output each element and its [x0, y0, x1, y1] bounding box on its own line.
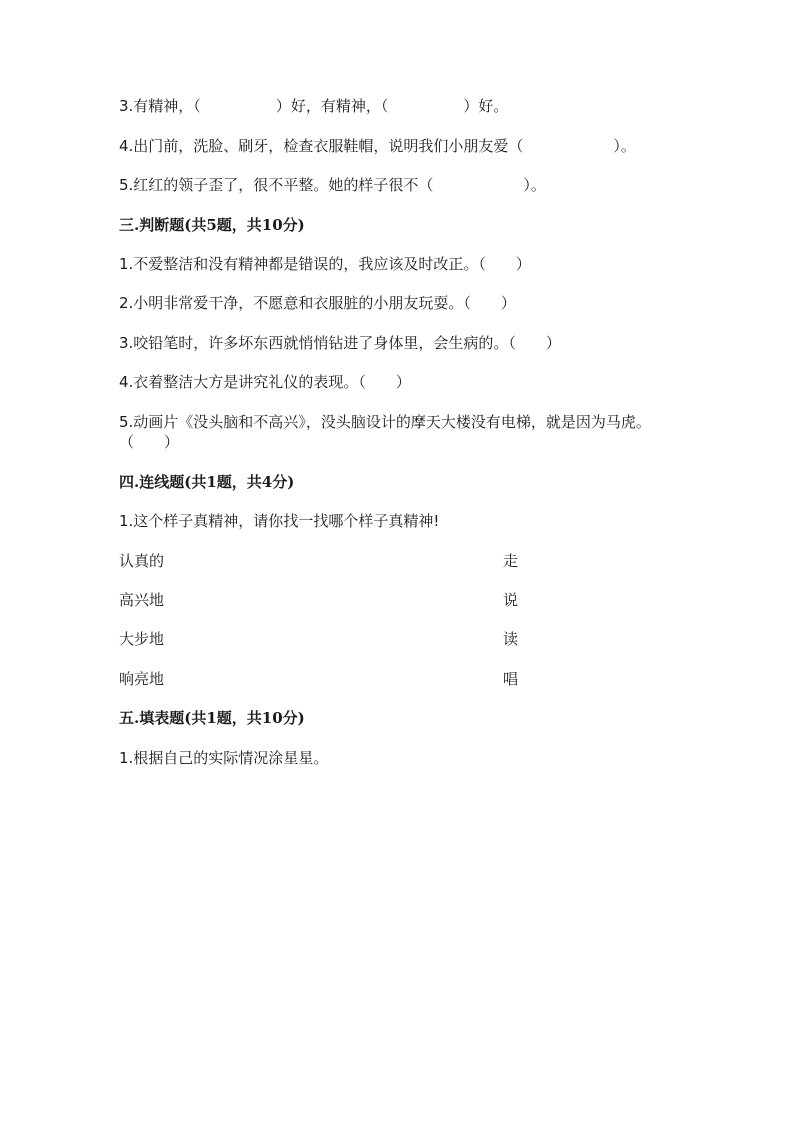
- fill-blank-question-4: 4.出门前，洗脸、刷牙，检查衣服鞋帽，说明我们小朋友爱（ ）。: [119, 137, 636, 155]
- judgment-question-4: 4.衣着整洁大方是讲究礼仪的表现。（ ）: [119, 373, 411, 391]
- judgment-question-2: 2.小明非常爱干净，不愿意和衣服脏的小朋友玩耍。（ ）: [119, 294, 516, 312]
- matching-left-item: 高兴地: [119, 591, 165, 609]
- judgment-question-5: 5.动画片《没头脑和不高兴》，没头脑设计的摩天大楼没有电梯，就是因为马虎。（ ）: [119, 413, 651, 451]
- fill-blank-question-3: 3.有精神，（ ）好，有精神，（ ）好。: [119, 97, 509, 115]
- fill-blank-question-5: 5.红红的领子歪了，很不平整。她的样子很不（ ）。: [119, 176, 546, 194]
- judgment-question-1: 1.不爱整洁和没有精神都是错误的，我应该及时改正。（ ）: [119, 255, 531, 273]
- matching-right-item: 读: [503, 630, 519, 648]
- matching-question: 1.这个样子真精神，请你找一找哪个样子真精神!: [119, 512, 440, 530]
- matching-left-item: 响亮地: [119, 670, 165, 688]
- section-heading-judgment: 三.判断题(共5题，共10分): [119, 216, 305, 234]
- matching-right-item: 走: [503, 552, 519, 570]
- table-question: 1.根据自己的实际情况涂星星。: [119, 749, 329, 767]
- matching-right-item: 说: [503, 591, 519, 609]
- section-heading-matching: 四.连线题(共1题，共4分): [119, 473, 295, 491]
- matching-right-item: 唱: [503, 670, 519, 688]
- judgment-question-3: 3.咬铅笔时，许多坏东西就悄悄钻进了身体里，会生病的。（ ）: [119, 334, 561, 352]
- matching-left-item: 认真的: [119, 552, 165, 570]
- matching-left-item: 大步地: [119, 630, 165, 648]
- section-heading-table: 五.填表题(共1题，共10分): [119, 709, 305, 727]
